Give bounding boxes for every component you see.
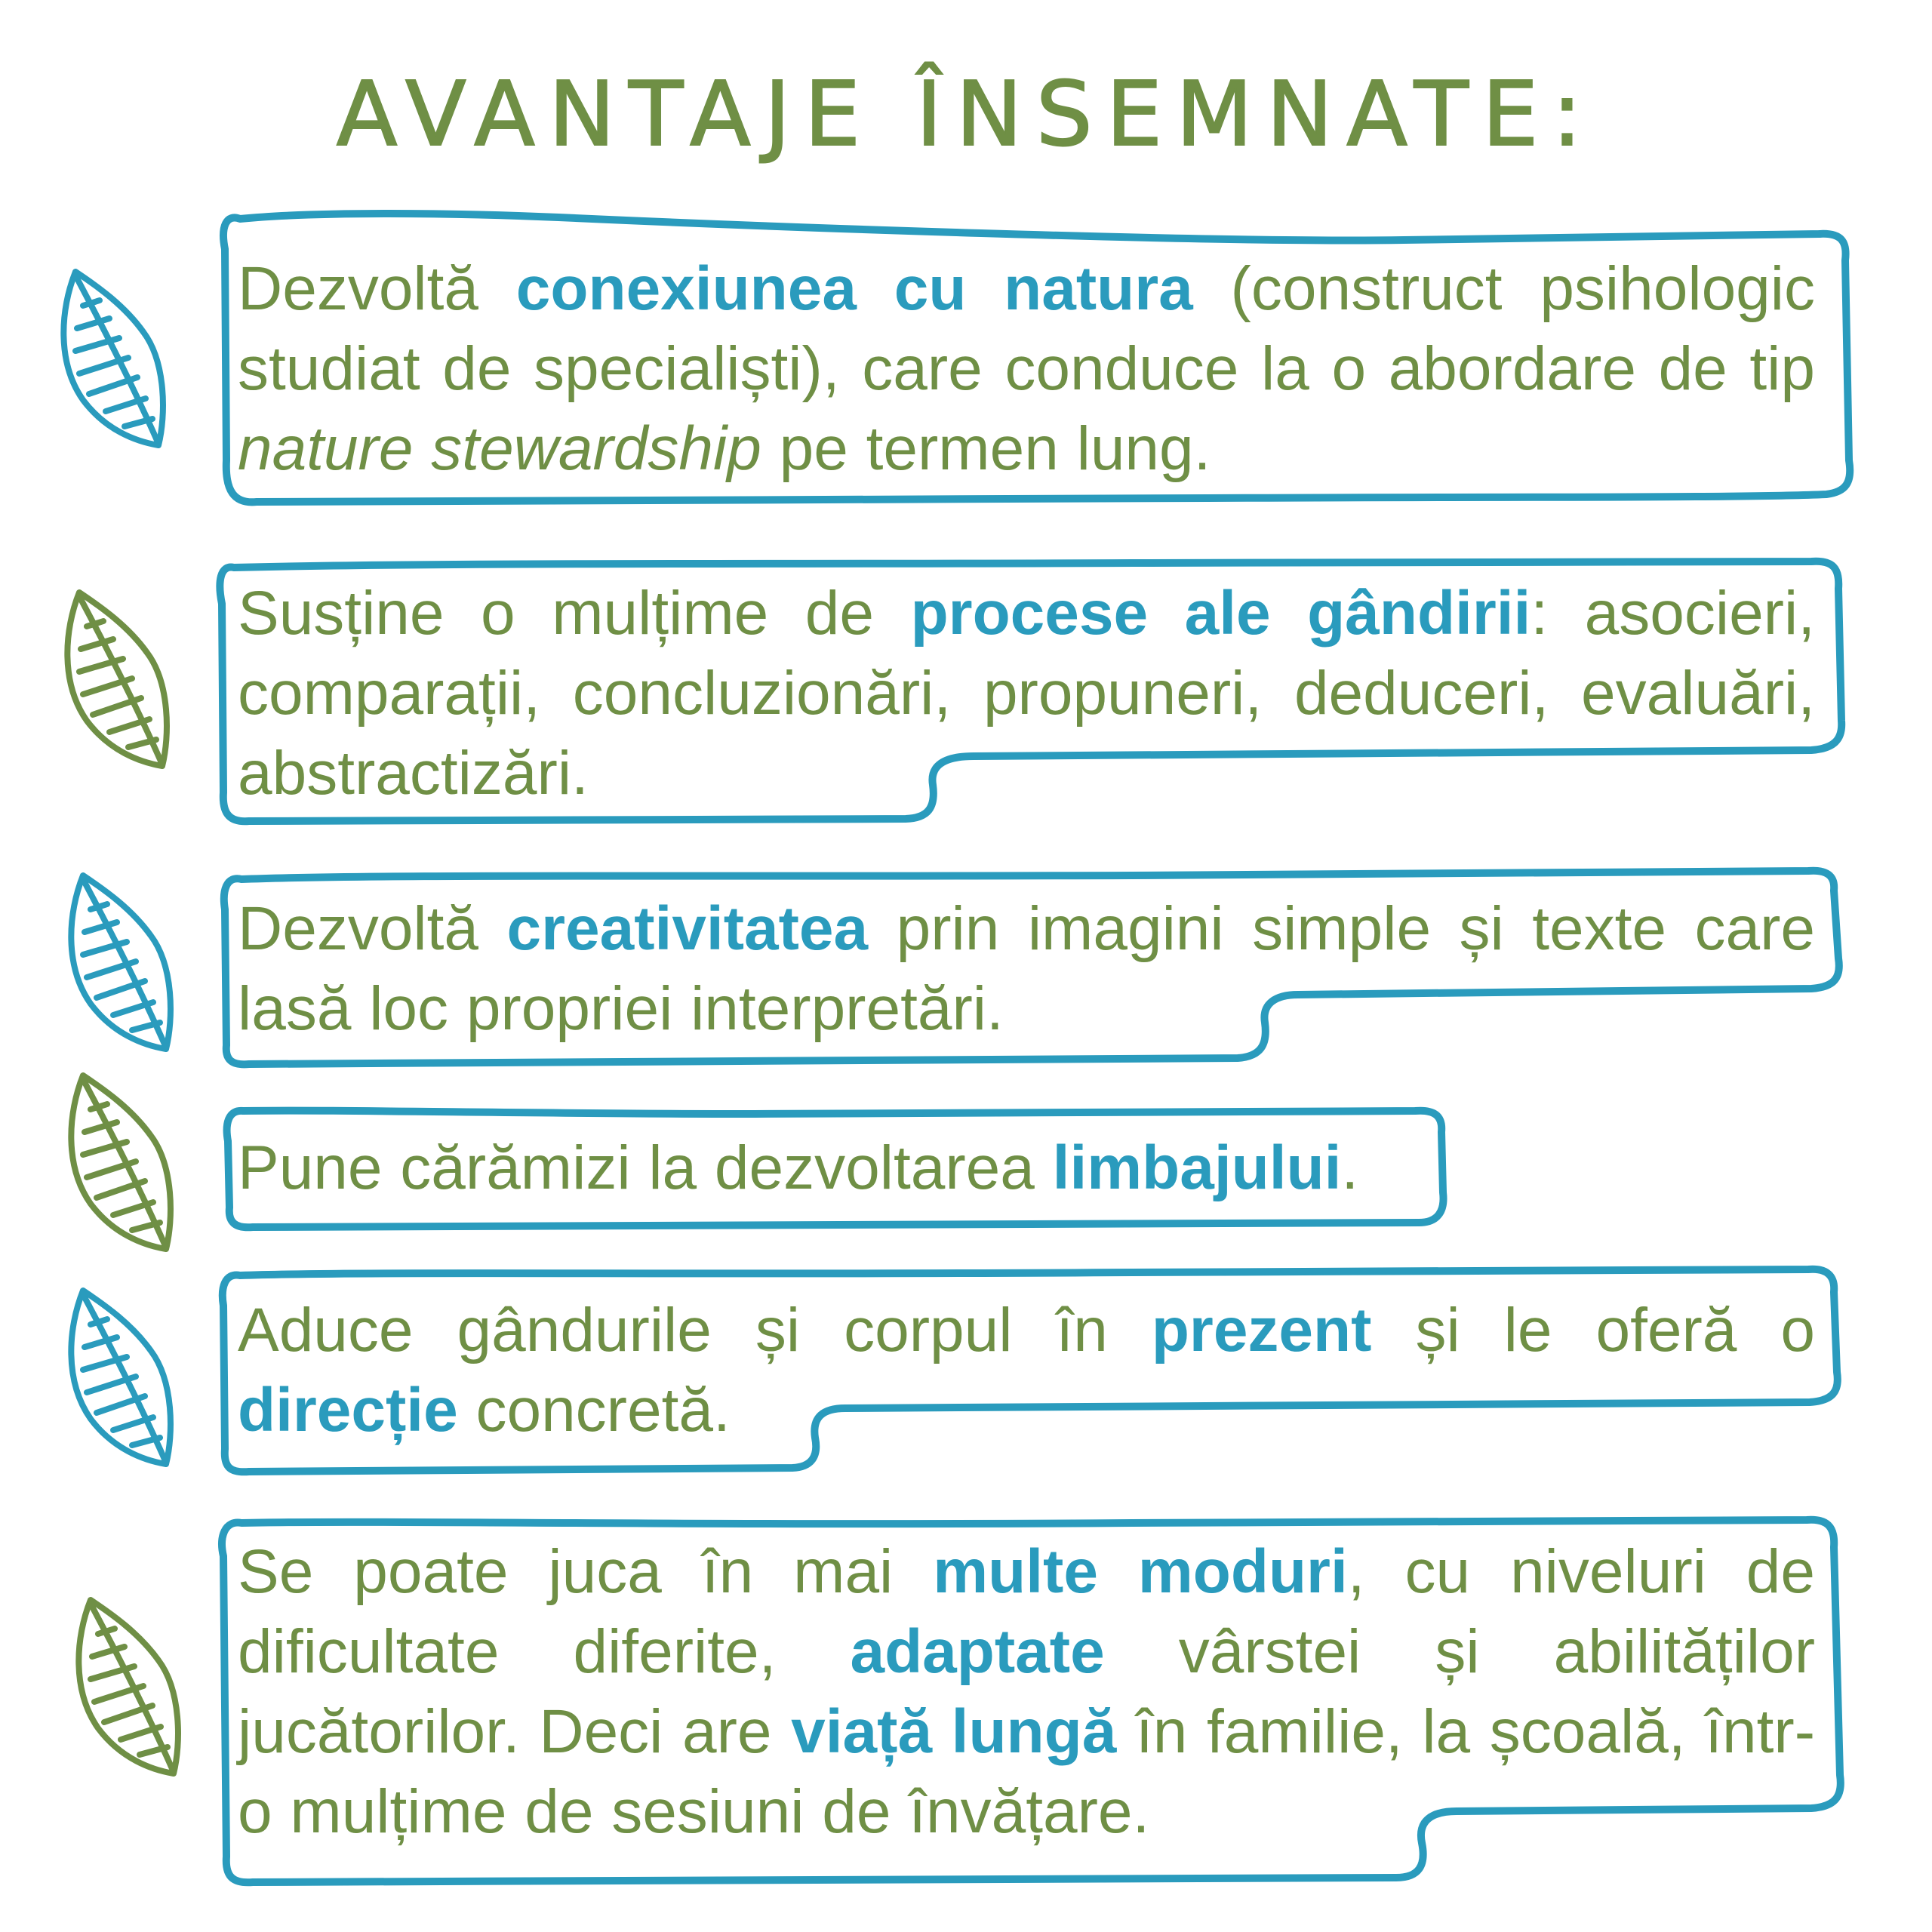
blue-leaf-icon — [60, 868, 181, 1057]
advantage-item — [238, 1291, 1815, 1451]
advantage-item — [238, 574, 1815, 814]
body-text: Aduce gândurile și corpul în — [238, 1296, 1152, 1364]
body-text: Dezvoltă — [238, 894, 507, 963]
body-text: concretă. — [457, 1376, 731, 1444]
body-text: , cu niveluri de dificultate diferite, — [238, 1537, 1816, 1686]
green-leaf-icon — [68, 1592, 189, 1781]
advantage-item — [238, 1532, 1815, 1852]
body-text: prin imagini simple și texte care lasă loc propriei interpretări. — [238, 894, 1815, 1043]
blue-leaf-icon — [60, 1283, 181, 1472]
body-text: Pune cărămizi la dezvoltarea — [238, 1134, 1053, 1202]
highlight-text: procese ale gândirii — [910, 579, 1531, 648]
body-text: vârstei și abilităților jucătorilor. Deci are — [238, 1617, 1815, 1766]
body-text: și le oferă o — [1371, 1296, 1815, 1364]
advantage-item — [238, 889, 1815, 1049]
body-text: Dezvoltă — [238, 254, 516, 323]
highlight-text: viață lungă — [791, 1697, 1117, 1766]
body-text: . — [1341, 1134, 1359, 1202]
green-leaf-icon — [60, 1068, 181, 1257]
body-text: Se poate juca în mai — [238, 1537, 934, 1606]
blue-leaf-icon — [53, 264, 174, 453]
body-text: (construct psihologic studiat de specialiști), care conduce la o abordare de tip — [238, 254, 1815, 403]
body-text: : asocieri, comparații, concluzionări, propuneri, deduceri, evaluări, abstractizări. — [238, 579, 1815, 808]
body-text: în familie, la școală, într-o mulțime de sesiuni de învățare. — [238, 1697, 1815, 1846]
highlight-text: prezent — [1151, 1296, 1372, 1364]
body-text: pe termen lung. — [761, 414, 1211, 483]
highlight-text: conexiunea cu natura — [515, 254, 1193, 323]
body-text: Susține o mulțime de — [238, 579, 911, 648]
highlight-text: limbajului — [1052, 1134, 1342, 1202]
italic-text: nature stewardship — [238, 414, 761, 483]
page-title: AVANTAJE ÎNSEMNATE: — [336, 62, 1596, 166]
green-leaf-icon — [57, 585, 177, 774]
advantage-item — [238, 249, 1815, 489]
highlight-text: adaptate — [850, 1617, 1105, 1686]
highlight-text: direcție — [238, 1376, 458, 1444]
advantage-item — [238, 1128, 1438, 1208]
highlight-text: multe moduri — [933, 1537, 1348, 1606]
highlight-text: creativitatea — [506, 894, 869, 963]
